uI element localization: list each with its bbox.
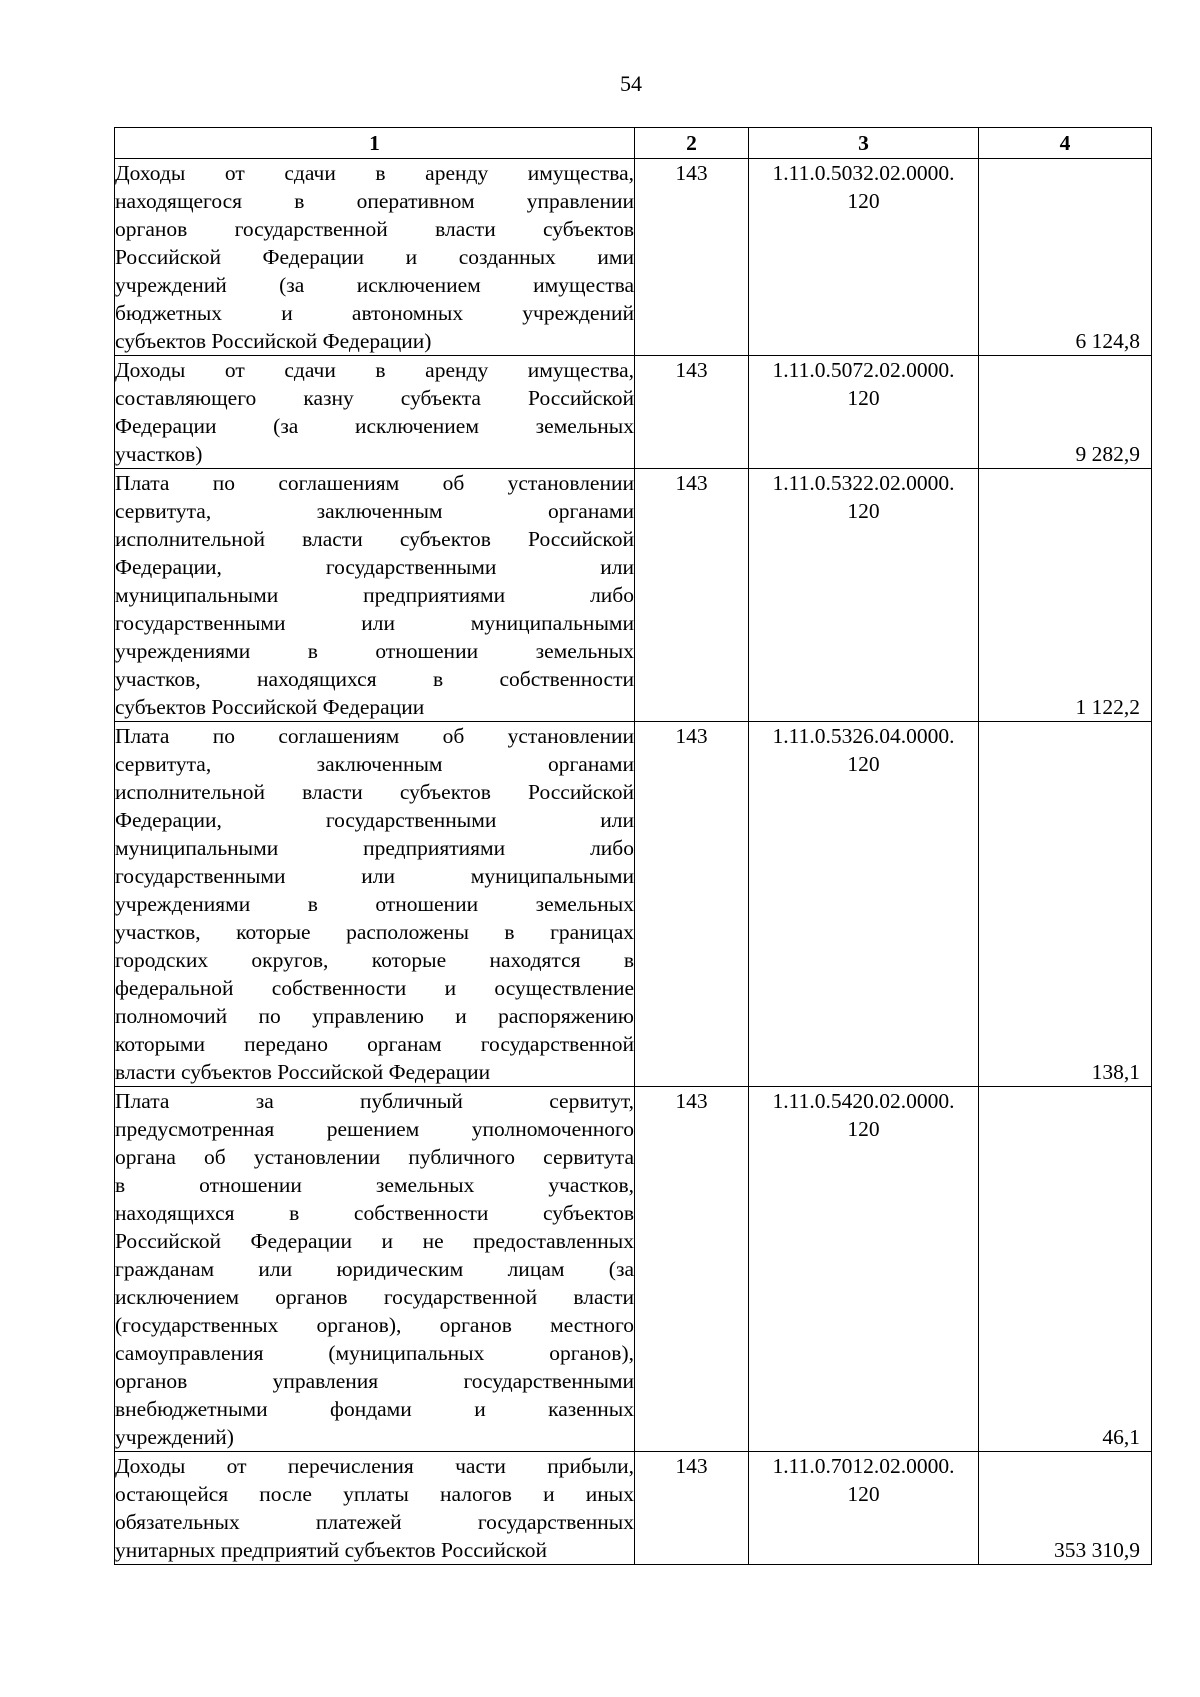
administrator-code: 143 (635, 469, 749, 722)
description-line: федеральной собственности и осуществление (115, 976, 634, 1000)
table-row (115, 469, 1152, 722)
description-line: Доходы от перечисления части прибыли, (115, 1454, 634, 1478)
description-line: учреждений (за исключением имущества (115, 273, 634, 297)
description-line: (государственных органов), органов местного (115, 1313, 634, 1337)
table-body (115, 159, 1152, 1565)
amount-value: 9 282,9 (1075, 442, 1140, 466)
description-line: органа об установлении публичного сервитута (115, 1145, 634, 1169)
administrator-code: 143 (635, 1087, 749, 1452)
description-line: в отношении земельных участков, (115, 1173, 634, 1197)
description-line: Федерации (за исключением земельных (115, 414, 634, 438)
description-line: обязательных платежей государственных (115, 1510, 634, 1534)
description-line: городских округов, которые находятся в (115, 948, 634, 972)
code-part-2: 120 (847, 386, 880, 410)
description-line: власти субъектов Российской Федерации (115, 1060, 491, 1084)
description-line: находящегося в оперативном управлении (115, 189, 634, 213)
description-line: участков, находящихся в собственности (115, 667, 634, 691)
description-line: находящихся в собственности субъектов (115, 1201, 634, 1225)
description-line: внебюджетными фондами и казенных (115, 1397, 634, 1421)
code-part-1: 1.11.0.5032.02.0000. (772, 161, 955, 185)
description-line: унитарных предприятий субъектов Российской (115, 1538, 547, 1562)
description-line: Доходы от сдачи в аренду имущества, (115, 161, 634, 185)
description-line: Плата по соглашениям об установлении (115, 724, 634, 748)
amount-cell (979, 1087, 1152, 1452)
description-line: исполнительной власти субъектов Российской (115, 780, 634, 804)
table-header-row (115, 128, 1152, 159)
code-part-2: 120 (847, 1117, 880, 1141)
revenue-description (115, 469, 635, 722)
revenue-description (115, 1452, 635, 1565)
budget-classification-code (749, 356, 979, 469)
description-line: сервитута, заключенным органами (115, 752, 634, 776)
revenue-table (114, 127, 1152, 1565)
description-line: муниципальными предприятиями либо (115, 836, 634, 860)
description-line: Федерации, государственными или (115, 555, 634, 579)
budget-classification-code (749, 722, 979, 1087)
table-row (115, 1087, 1152, 1452)
description-line: органов государственной власти субъектов (115, 217, 634, 241)
description-line: участков) (115, 442, 203, 466)
description-line: остающейся после уплаты налогов и иных (115, 1482, 634, 1506)
amount-cell (979, 1452, 1152, 1565)
code-part-2: 120 (847, 1482, 880, 1506)
revenue-description (115, 1087, 635, 1452)
description-line: муниципальными предприятиями либо (115, 583, 634, 607)
budget-classification-code (749, 159, 979, 356)
administrator-code: 143 (635, 1452, 749, 1565)
description-line: Плата по соглашениям об установлении (115, 471, 634, 495)
table-row (115, 356, 1152, 469)
code-part-2: 120 (847, 752, 880, 776)
code-part-1: 1.11.0.7012.02.0000. (772, 1454, 955, 1478)
amount-value: 353 310,9 (1054, 1538, 1140, 1562)
description-line: Российской Федерации и не предоставленных (115, 1229, 634, 1253)
administrator-code: 143 (635, 356, 749, 469)
description-line: Российской Федерации и созданных ими (115, 245, 634, 269)
budget-classification-code (749, 1087, 979, 1452)
description-line: учреждениями в отношении земельных (115, 892, 634, 916)
budget-classification-code (749, 469, 979, 722)
column-header-2: 2 (635, 128, 749, 159)
amount-value: 6 124,8 (1075, 329, 1140, 353)
budget-classification-code (749, 1452, 979, 1565)
description-line: государственными или муниципальными (115, 611, 634, 635)
description-line: предусмотренная решением уполномоченного (115, 1117, 634, 1141)
amount-cell (979, 356, 1152, 469)
description-line: составляющего казну субъекта Российской (115, 386, 634, 410)
description-line: учреждениями в отношении земельных (115, 639, 634, 663)
amount-cell (979, 469, 1152, 722)
description-line: субъектов Российской Федерации (115, 695, 425, 719)
revenue-description (115, 159, 635, 356)
description-line: полномочий по управлению и распоряжению (115, 1004, 634, 1028)
column-header-3: 3 (749, 128, 979, 159)
revenue-description (115, 356, 635, 469)
administrator-code: 143 (635, 159, 749, 356)
description-line: учреждений) (115, 1425, 234, 1449)
description-line: самоуправления (муниципальных органов), (115, 1341, 634, 1365)
description-line: которыми передано органам государственной (115, 1032, 634, 1056)
amount-cell (979, 722, 1152, 1087)
description-line: органов управления государственными (115, 1369, 634, 1393)
code-part-1: 1.11.0.5420.02.0000. (772, 1089, 955, 1113)
description-line: Доходы от сдачи в аренду имущества, (115, 358, 634, 382)
column-header-4: 4 (979, 128, 1152, 159)
amount-value: 46,1 (1102, 1425, 1140, 1449)
revenue-description (115, 722, 635, 1087)
amount-value: 138,1 (1091, 1060, 1140, 1084)
column-header-1: 1 (115, 128, 635, 159)
amount-cell (979, 159, 1152, 356)
table-row (115, 159, 1152, 356)
description-line: субъектов Российской Федерации) (115, 329, 432, 353)
page-number: 54 (620, 71, 642, 96)
table-row (115, 1452, 1152, 1565)
description-line: бюджетных и автономных учреждений (115, 301, 634, 325)
table-row (115, 722, 1152, 1087)
amount-value: 1 122,2 (1075, 695, 1140, 719)
code-part-2: 120 (847, 499, 880, 523)
description-line: государственными или муниципальными (115, 864, 634, 888)
code-part-1: 1.11.0.5072.02.0000. (772, 358, 955, 382)
code-part-1: 1.11.0.5322.02.0000. (772, 471, 955, 495)
code-part-1: 1.11.0.5326.04.0000. (772, 724, 955, 748)
description-line: исполнительной власти субъектов Российской (115, 527, 634, 551)
description-line: Федерации, государственными или (115, 808, 634, 832)
description-line: Плата за публичный сервитут, (115, 1089, 634, 1113)
description-line: сервитута, заключенным органами (115, 499, 634, 523)
description-line: исключением органов государственной власти (115, 1285, 634, 1309)
description-line: гражданам или юридическим лицам (за (115, 1257, 634, 1281)
administrator-code: 143 (635, 722, 749, 1087)
code-part-2: 120 (847, 189, 880, 213)
description-line: участков, которые расположены в границах (115, 920, 634, 944)
